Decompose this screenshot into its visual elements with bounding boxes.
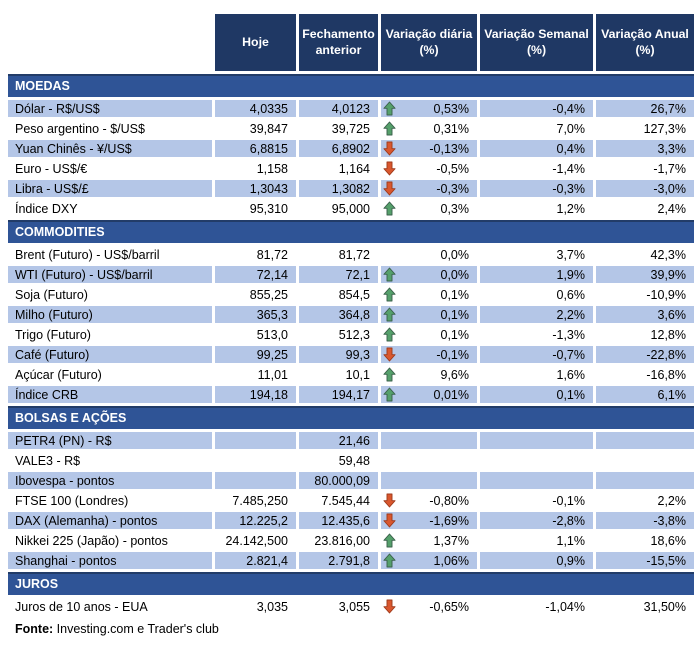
hoje-value: 81,72 [256, 247, 288, 262]
daily-change-cell [381, 492, 477, 509]
asset-label: FTSE 100 (Londres) [15, 493, 129, 508]
table-row [8, 160, 694, 177]
previous-close-value: 39,725 [331, 121, 370, 136]
daily-change-cell [381, 512, 477, 529]
daily-change-cell [381, 472, 477, 489]
hoje-value: 99,25 [215, 346, 296, 363]
trend-down-icon [382, 347, 396, 363]
weekly-change-value: 0,6% [556, 287, 585, 302]
annual-change-value: 31,50% [643, 599, 686, 614]
table-row [8, 452, 694, 469]
daily-change-cell [381, 532, 477, 549]
weekly-change-value: -1,4% [552, 161, 585, 176]
asset-label: WTI (Futuro) - US$/barril [8, 266, 212, 283]
daily-change-cell [381, 306, 477, 323]
column-header-fechamento: Fechamento anterior [299, 14, 378, 71]
weekly-change-value: 0,4% [480, 140, 593, 157]
table-row [8, 100, 694, 117]
weekly-change-value: -0,4% [480, 100, 593, 117]
weekly-change-value: -2,8% [480, 512, 593, 529]
daily-change-value: 0,01% [433, 387, 469, 402]
previous-close-value: 3,055 [338, 599, 370, 614]
asset-label: Café (Futuro) [8, 346, 212, 363]
hoje-value: 3,035 [256, 599, 288, 614]
table-row [8, 346, 694, 363]
daily-change-cell [381, 386, 477, 403]
asset-label: PETR4 (PN) - R$ [8, 432, 212, 449]
weekly-change-value [480, 432, 593, 449]
weekly-change-value: 7,0% [556, 121, 585, 136]
previous-close-value: 2.791,8 [299, 552, 378, 569]
asset-label: Yuan Chinês - ¥/US$ [8, 140, 212, 157]
daily-change-value: 0,1% [440, 287, 469, 302]
asset-label: Trigo (Futuro) [15, 327, 91, 342]
hoje-value: 7.485,250 [232, 493, 288, 508]
daily-change-value: 0,53% [433, 101, 469, 116]
hoje-value: 365,3 [215, 306, 296, 323]
column-header-variacao-diaria: Variação diária (%) [381, 14, 477, 71]
trend-down-icon [382, 161, 396, 177]
daily-change-value: -0,13% [429, 141, 469, 156]
previous-close-value: 364,8 [299, 306, 378, 323]
previous-close-value: 10,1 [345, 367, 370, 382]
trend-down-icon [382, 181, 396, 197]
daily-change-cell [381, 140, 477, 157]
trend-down-icon [382, 493, 396, 509]
trend-down-icon [382, 513, 396, 529]
daily-change-value: 0,1% [440, 307, 469, 322]
previous-close-value: 4,0123 [299, 100, 378, 117]
daily-change-cell [381, 326, 477, 343]
previous-close-value: 72,1 [299, 266, 378, 283]
annual-change-value: 127,3% [643, 121, 686, 136]
weekly-change-value: -0,3% [480, 180, 593, 197]
previous-close-value: 194,17 [299, 386, 378, 403]
source-note [8, 622, 700, 636]
asset-label: Açúcar (Futuro) [15, 367, 102, 382]
asset-label: Dólar - R$/US$ [8, 100, 212, 117]
trend-up-icon [382, 307, 396, 323]
previous-close-value: 1,164 [338, 161, 370, 176]
asset-label: DAX (Alemanha) - pontos [8, 512, 212, 529]
hoje-value: 12.225,2 [215, 512, 296, 529]
annual-change-value: -16,8% [646, 367, 686, 382]
asset-label: VALE3 - R$ [15, 453, 81, 468]
daily-change-cell [381, 598, 477, 615]
daily-change-value: -0,3% [436, 181, 469, 196]
annual-change-value: -15,5% [596, 552, 694, 569]
trend-down-icon [382, 599, 396, 615]
weekly-change-value: -1,3% [552, 327, 585, 342]
column-header-hoje: Hoje [215, 14, 296, 71]
previous-close-value: 854,5 [338, 287, 370, 302]
table-row [8, 386, 694, 403]
weekly-change-value: -1,04% [545, 599, 585, 614]
previous-close-value: 12.435,6 [299, 512, 378, 529]
annual-change-value [596, 452, 694, 469]
annual-change-value: -3,0% [596, 180, 694, 197]
previous-close-value: 1,3082 [299, 180, 378, 197]
daily-change-cell [381, 246, 477, 263]
daily-change-cell [381, 266, 477, 283]
annual-change-value: 3,3% [596, 140, 694, 157]
daily-change-cell [381, 180, 477, 197]
hoje-value: 72,14 [215, 266, 296, 283]
previous-close-value: 99,3 [299, 346, 378, 363]
annual-change-value: -22,8% [596, 346, 694, 363]
daily-change-value: 1,06% [433, 553, 469, 568]
section-header-moedas: MOEDAS [8, 74, 694, 97]
source-note-text: Investing.com e Trader's club [53, 622, 219, 636]
table-row [8, 306, 694, 323]
daily-change-value: -0,80% [429, 493, 469, 508]
table-row [8, 532, 694, 549]
annual-change-value [596, 432, 694, 449]
trend-up-icon [382, 533, 396, 549]
daily-change-value: 9,6% [440, 367, 469, 382]
section-header-bolsas-e-acoes: BOLSAS E AÇÕES [8, 406, 694, 429]
hoje-value [215, 472, 296, 489]
previous-close-value: 59,48 [338, 453, 370, 468]
daily-change-value: 0,0% [440, 247, 469, 262]
asset-label: Euro - US$/€ [15, 161, 88, 176]
column-header-variacao-anual: Variação Anual (%) [596, 14, 694, 71]
table-row [8, 140, 694, 157]
section-header-commodities: COMMODITIES [8, 220, 694, 243]
annual-change-value: -1,7% [653, 161, 686, 176]
daily-change-value: -0,65% [429, 599, 469, 614]
table-row [8, 180, 694, 197]
hoje-value: 513,0 [256, 327, 288, 342]
annual-change-value [596, 472, 694, 489]
table-row [8, 492, 694, 509]
hoje-value: 1,3043 [215, 180, 296, 197]
previous-close-value: 95,000 [331, 201, 370, 216]
table-body [8, 74, 700, 615]
hoje-value: 855,25 [249, 287, 288, 302]
table-row [8, 326, 694, 343]
annual-change-value: -3,8% [596, 512, 694, 529]
weekly-change-value: 0,1% [480, 386, 593, 403]
weekly-change-value: -0,1% [552, 493, 585, 508]
trend-down-icon [382, 141, 396, 157]
annual-change-value: 6,1% [596, 386, 694, 403]
weekly-change-value: 1,9% [480, 266, 593, 283]
daily-change-value: -0,5% [436, 161, 469, 176]
source-note-label: Fonte: [15, 622, 54, 636]
weekly-change-value [480, 452, 593, 469]
table-row [8, 552, 694, 569]
asset-label: Peso argentino - $/US$ [15, 121, 145, 136]
hoje-value: 11,01 [257, 367, 288, 382]
asset-label: Índice DXY [15, 201, 78, 216]
asset-label: Shanghai - pontos [8, 552, 212, 569]
asset-label: Juros de 10 anos - EUA [15, 599, 148, 614]
table-row [8, 120, 694, 137]
previous-close-value: 23.816,00 [314, 533, 370, 548]
daily-change-cell [381, 200, 477, 217]
hoje-value: 95,310 [249, 201, 288, 216]
hoje-value [215, 432, 296, 449]
annual-change-value: 18,6% [650, 533, 686, 548]
table-row [8, 286, 694, 303]
daily-change-value: 1,37% [433, 533, 469, 548]
previous-close-value: 21,46 [299, 432, 378, 449]
annual-change-value: 12,8% [650, 327, 686, 342]
trend-up-icon [382, 387, 396, 403]
annual-change-value: 3,6% [596, 306, 694, 323]
trend-up-icon [382, 101, 396, 117]
asset-label: Nikkei 225 (Japão) - pontos [15, 533, 168, 548]
column-header-variacao-semanal: Variação Semanal (%) [480, 14, 593, 71]
table-row [8, 266, 694, 283]
section-header-juros: JUROS [8, 572, 694, 595]
weekly-change-value: 1,1% [556, 533, 585, 548]
asset-label: Ibovespa - pontos [8, 472, 212, 489]
table-header-row [8, 14, 694, 71]
table-row [8, 432, 694, 449]
weekly-change-value: 0,9% [480, 552, 593, 569]
daily-change-cell [381, 366, 477, 383]
previous-close-value: 7.545,44 [321, 493, 370, 508]
trend-up-icon [382, 327, 396, 343]
table-row [8, 246, 694, 263]
daily-change-value: 0,3% [440, 201, 469, 216]
table-row [8, 366, 694, 383]
daily-change-value: -1,69% [429, 513, 469, 528]
daily-change-cell [381, 100, 477, 117]
table-row [8, 512, 694, 529]
weekly-change-value: -0,7% [480, 346, 593, 363]
annual-change-value: -10,9% [646, 287, 686, 302]
weekly-change-value: 1,6% [556, 367, 585, 382]
hoje-value: 194,18 [215, 386, 296, 403]
hoje-value [215, 452, 296, 469]
asset-label: Índice CRB [8, 386, 212, 403]
table-row [8, 472, 694, 489]
trend-up-icon [382, 121, 396, 137]
previous-close-value: 81,72 [338, 247, 370, 262]
previous-close-value: 512,3 [338, 327, 370, 342]
daily-change-value: -0,1% [436, 347, 469, 362]
daily-change-cell [381, 286, 477, 303]
weekly-change-value [480, 472, 593, 489]
trend-up-icon [382, 367, 396, 383]
trend-up-icon [382, 201, 396, 217]
daily-change-cell [381, 432, 477, 449]
hoje-value: 4,0335 [215, 100, 296, 117]
hoje-value: 1,158 [256, 161, 288, 176]
asset-label: Milho (Futuro) [8, 306, 212, 323]
previous-close-value: 80.000,09 [299, 472, 378, 489]
table-row [8, 200, 694, 217]
daily-change-cell [381, 160, 477, 177]
daily-change-cell [381, 452, 477, 469]
hoje-value: 24.142,500 [225, 533, 288, 548]
table-row [8, 598, 694, 615]
asset-label: Soja (Futuro) [15, 287, 88, 302]
hoje-value: 6,8815 [215, 140, 296, 157]
trend-up-icon [382, 553, 396, 569]
trend-up-icon [382, 267, 396, 283]
daily-change-cell [381, 552, 477, 569]
annual-change-value: 2,4% [657, 201, 686, 216]
asset-label: Libra - US$/£ [8, 180, 212, 197]
hoje-value: 2.821,4 [215, 552, 296, 569]
daily-change-value: 0,0% [440, 267, 469, 282]
asset-label: Brent (Futuro) - US$/barril [15, 247, 160, 262]
weekly-change-value: 2,2% [480, 306, 593, 323]
weekly-change-value: 3,7% [556, 247, 585, 262]
previous-close-value: 6,8902 [299, 140, 378, 157]
annual-change-value: 2,2% [657, 493, 686, 508]
trend-up-icon [382, 287, 396, 303]
annual-change-value: 42,3% [650, 247, 686, 262]
annual-change-value: 39,9% [596, 266, 694, 283]
daily-change-value: 0,31% [433, 121, 469, 136]
hoje-value: 39,847 [249, 121, 288, 136]
daily-change-cell [381, 120, 477, 137]
annual-change-value: 26,7% [596, 100, 694, 117]
header-corner-cell [8, 14, 212, 71]
daily-change-value: 0,1% [440, 327, 469, 342]
weekly-change-value: 1,2% [556, 201, 585, 216]
daily-change-cell [381, 346, 477, 363]
